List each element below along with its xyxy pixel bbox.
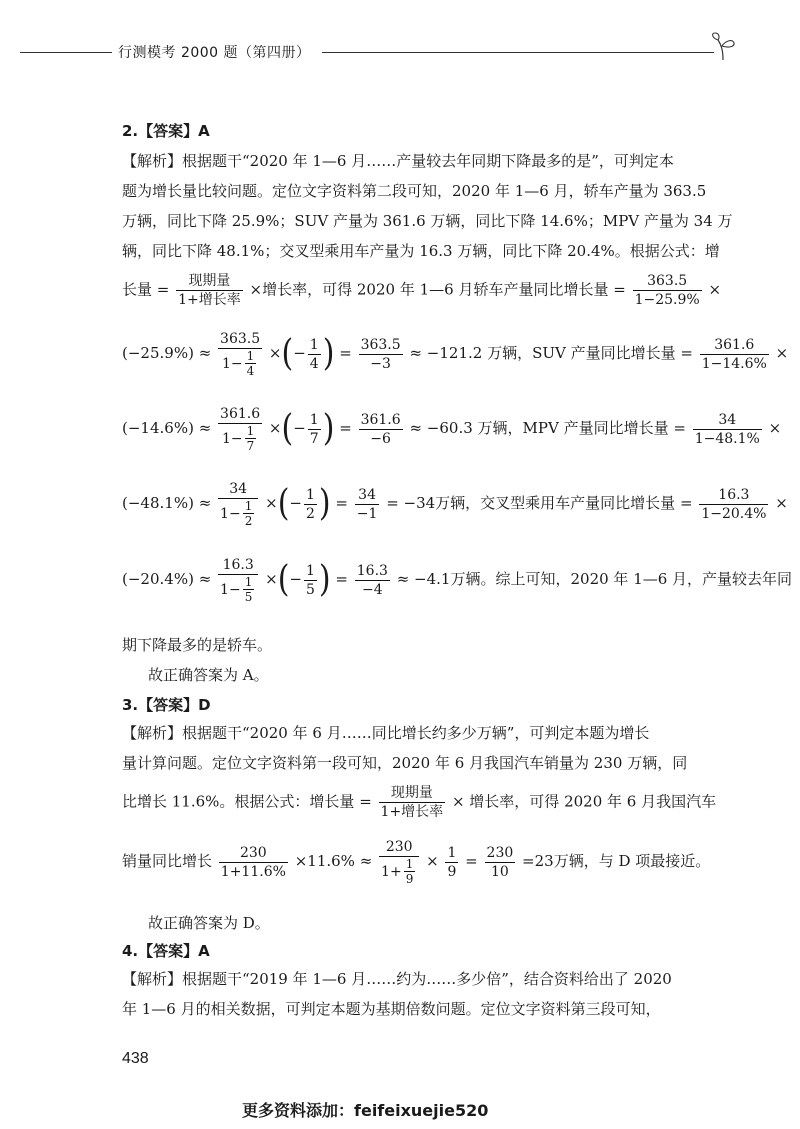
fraction	[355, 562, 390, 599]
fraction	[308, 336, 321, 373]
formula-text: ×11.6% ≈	[294, 852, 373, 870]
right-paren: )	[322, 407, 335, 450]
fraction	[218, 556, 258, 604]
numerator: 现期量	[379, 784, 446, 803]
answer-label: 2.【答案】A	[122, 122, 210, 140]
equals-sign: =	[465, 852, 478, 870]
times-sign: ×	[265, 570, 278, 588]
fraction	[700, 336, 769, 373]
denominator: −1	[356, 505, 378, 522]
fraction	[633, 272, 702, 309]
numerator: 361.6	[360, 411, 401, 428]
fraction	[304, 562, 317, 599]
nested-fraction	[245, 349, 257, 378]
q2-formula-2	[122, 330, 788, 378]
times-sign: ×	[426, 852, 439, 870]
header-rule-left	[20, 52, 112, 53]
numerator: 361.6	[700, 336, 769, 355]
numerator: 1	[305, 562, 315, 579]
formula-text: (−20.4%) ≈	[122, 570, 212, 588]
formula-text: ×增长率，可得 2020 年 1—6 月轿车产量同比增长量 =	[249, 280, 626, 299]
fraction	[219, 844, 288, 881]
denominator: 5	[244, 590, 253, 604]
denominator	[218, 499, 258, 528]
fraction	[304, 486, 317, 523]
denominator	[220, 349, 260, 378]
formula-text: ≈ −4.1万辆。综上可知，2020 年 1—6 月，产量较去年同	[396, 570, 793, 588]
numerator: 363.5	[220, 331, 261, 347]
q2-conclusion: 故正确答案为 A。	[148, 666, 269, 684]
q2-formula-4	[122, 480, 788, 528]
denominator	[218, 575, 258, 604]
denominator-prefix: 1−	[220, 505, 241, 522]
fraction	[218, 405, 262, 453]
equals-sign: =	[339, 344, 352, 362]
numerator: 现期量	[176, 272, 243, 291]
denominator: 7	[309, 430, 319, 447]
book-title: 行测模考 2000 题（第四册）	[118, 45, 311, 61]
running-header	[20, 32, 750, 62]
denominator: 2	[244, 514, 253, 528]
times-sign: ×	[265, 494, 278, 512]
answer-label: 3.【答案】D	[122, 696, 211, 714]
denominator: −6	[370, 430, 391, 447]
left-paren: (	[281, 332, 294, 375]
numerator: 1	[244, 499, 253, 513]
fraction	[699, 486, 768, 523]
denominator	[379, 857, 419, 886]
q3-formula-2	[122, 838, 710, 886]
numerator: 16.3	[218, 556, 258, 575]
formula-text: (−48.1%) ≈	[122, 494, 212, 512]
numerator: 363.5	[633, 272, 702, 291]
formula-text: 比增长 11.6%。根据公式：增长量 =	[122, 792, 372, 811]
formula-text: 销量同比增长	[122, 852, 213, 870]
fraction	[693, 411, 762, 448]
minus-sign: −	[289, 494, 302, 512]
numerator: 1	[244, 575, 253, 589]
q3-para-2: 量计算问题。定位文字资料第一段可知，2020 年 6 月我国汽车销量为 230 万辆，同	[122, 754, 688, 772]
denominator: 1−48.1%	[694, 430, 760, 447]
equals-sign: =	[335, 494, 348, 512]
numerator: 1	[309, 411, 319, 428]
q2-formula-5	[122, 556, 792, 604]
times-sign: ×	[268, 419, 282, 437]
denominator: 1+11.6%	[220, 863, 286, 880]
numerator: 1	[305, 486, 315, 503]
q2-para-2: 题为增长量比较问题。定位文字资料第二段可知，2020 年 1—6 月，轿车产量为 363.5	[122, 182, 707, 200]
q3-para-1: 【解析】根据题干“2020 年 6 月……同比增长约多少万辆”，可判定本题为增长	[122, 724, 650, 742]
numerator: 34	[693, 411, 762, 430]
denominator: 1−14.6%	[701, 355, 767, 372]
denominator-prefix: 1−	[221, 430, 243, 447]
formula-text: (−14.6%) ≈	[122, 419, 212, 437]
formula-text: × 增长率，可得 2020 年 6 月我国汽车	[451, 792, 717, 811]
denominator-prefix: 1−	[221, 355, 243, 372]
fraction	[445, 844, 458, 881]
fraction	[308, 411, 321, 448]
formula-text: ≈ −60.3 万辆，MPV 产量同比增长量 =	[409, 419, 686, 437]
equals-sign: =	[339, 419, 352, 437]
times-sign: ×	[268, 344, 282, 362]
denominator: 5	[305, 581, 315, 598]
minus-sign: −	[293, 344, 306, 362]
sprout-icon	[710, 32, 736, 62]
q2-para-4: 辆，同比下降 48.1%；交叉型乘用车产量为 16.3 万辆，同比下降 20.4%。根据公式：增	[122, 242, 720, 260]
q2-formula-1	[122, 272, 721, 309]
formula-text: ≈ −121.2 万辆，SUV 产量同比增长量 =	[409, 344, 693, 362]
minus-sign: −	[293, 419, 306, 437]
equals-sign: =	[335, 570, 348, 588]
denominator: −3	[370, 355, 391, 372]
answer-label: 4.【答案】A	[122, 942, 210, 960]
numerator: 34	[218, 480, 258, 499]
numerator: 34	[355, 486, 380, 505]
page-number: 438	[122, 1050, 149, 1067]
denominator: 4	[246, 364, 255, 378]
numerator: 1	[246, 349, 255, 363]
header-rule-right	[322, 52, 714, 53]
nested-fraction	[404, 857, 416, 886]
times-sign: ×	[775, 344, 789, 362]
answer-3-label	[122, 694, 211, 716]
denominator: 1+增长率	[380, 804, 444, 820]
times-sign: ×	[775, 494, 788, 512]
nested-fraction	[243, 499, 255, 528]
q3-formula-1	[122, 784, 716, 821]
formula-text: ×	[708, 280, 722, 299]
fraction	[485, 844, 516, 881]
fraction	[218, 330, 262, 378]
nested-fraction	[245, 424, 257, 453]
times-sign: ×	[768, 419, 782, 437]
right-paren: )	[322, 332, 335, 375]
answer-2-label	[122, 120, 210, 142]
numerator: 230	[219, 844, 288, 863]
right-paren: )	[318, 482, 331, 525]
fraction	[218, 480, 258, 528]
numerator: 230	[486, 844, 514, 861]
fraction	[176, 272, 243, 309]
q4-para-2: 年 1—6 月的相关数据，可判定本题为基期倍数问题。定位文字资料第三段可知，	[122, 1000, 661, 1018]
numerator: 16.3	[356, 562, 388, 579]
fraction	[359, 411, 403, 448]
denominator: 2	[305, 505, 315, 522]
denominator-prefix: 1+	[381, 863, 402, 880]
left-paren: (	[277, 558, 290, 601]
numerator: 361.6	[220, 406, 261, 422]
denominator	[220, 424, 260, 453]
denominator: 9	[447, 863, 457, 880]
right-paren: )	[318, 558, 331, 601]
formula-text: = −34万辆，交叉型乘用车产量同比增长量 =	[386, 494, 693, 512]
fraction	[379, 838, 419, 886]
numerator: 363.5	[360, 336, 401, 353]
denominator: 1−25.9%	[634, 292, 700, 308]
q4-para-1: 【解析】根据题干“2019 年 1—6 月……约为……多少倍”，结合资料给出了 2020	[122, 970, 672, 988]
q2-formula-3	[122, 405, 781, 453]
fraction	[379, 784, 446, 821]
denominator: −4	[362, 581, 383, 598]
minus-sign: −	[289, 570, 302, 588]
formula-text: =23万辆，与 D 项最接近。	[522, 852, 711, 870]
fraction	[355, 486, 380, 523]
denominator: 9	[405, 872, 414, 886]
denominator: 1+增长率	[178, 292, 241, 308]
q2-para-1: 【解析】根据题干“2020 年 1—6 月……产量较去年同期下降最多的是”，可判定本	[122, 152, 674, 170]
left-paren: (	[281, 407, 294, 450]
formula-text: (−25.9%) ≈	[122, 344, 212, 362]
q2-para-3: 万辆，同比下降 25.9%；SUV 产量为 361.6 万辆，同比下降 14.6%；MPV 产量为 34 万	[122, 212, 733, 230]
q3-conclusion: 故正确答案为 D。	[148, 914, 270, 932]
numerator: 1	[309, 336, 319, 353]
denominator: 4	[309, 355, 319, 372]
numerator: 1	[246, 424, 255, 438]
denominator: 1−20.4%	[701, 505, 767, 522]
denominator-prefix: 1−	[220, 581, 241, 598]
denominator: 10	[490, 863, 509, 880]
fraction	[359, 336, 403, 373]
denominator: 7	[246, 439, 255, 453]
numerator: 16.3	[699, 486, 768, 505]
q2-para-5: 期下降最多的是轿车。	[122, 636, 273, 654]
numerator: 1	[447, 844, 457, 861]
nested-fraction	[243, 575, 255, 604]
left-paren: (	[277, 482, 290, 525]
numerator: 230	[379, 838, 419, 857]
numerator: 1	[405, 857, 414, 871]
footer-note: 更多资料添加：feifeixuejie520	[242, 1101, 489, 1120]
answer-4-label	[122, 940, 210, 962]
formula-text: 长量 =	[122, 280, 170, 299]
